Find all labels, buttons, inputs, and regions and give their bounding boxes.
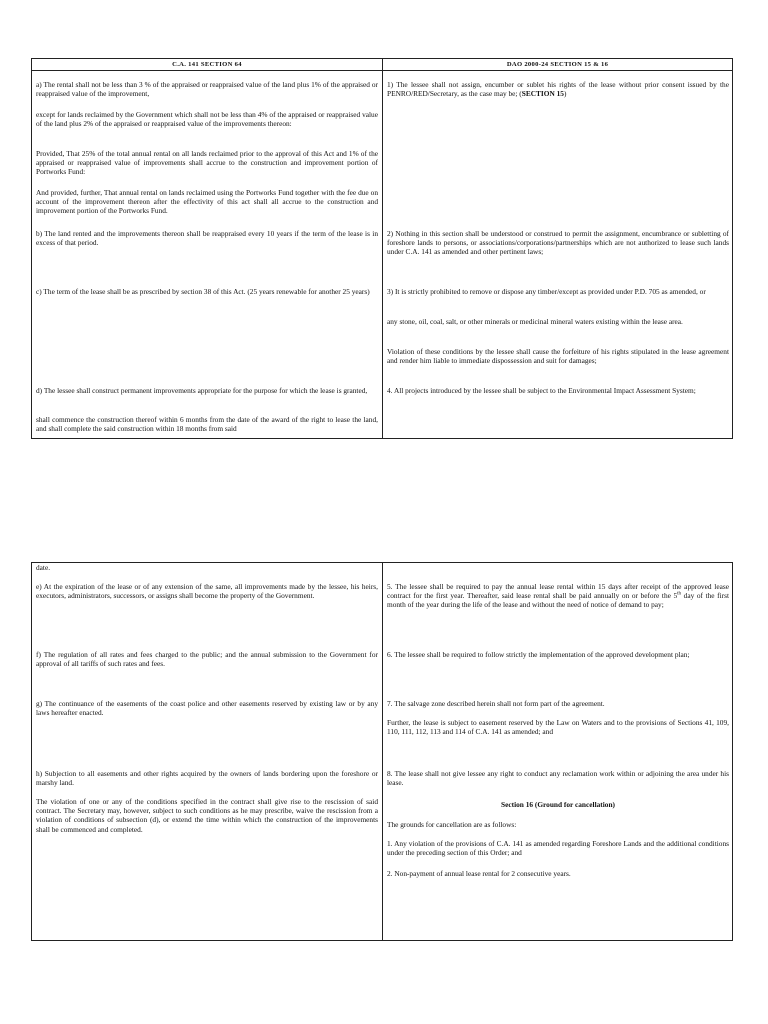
condition-2-construction: 2) Nothing in this section shall be understood or construed to permit the assignment, encumbrance or subletting of foreshore lands to persons, or associations/corporations/partnerships which are not authorized to lease such lands under C.A. 141 as amended and other pertinent laws; bbox=[387, 229, 729, 257]
provision-g-easements: g) The continuance of the easements of the coast police and other easements reserved by existing law or by any laws hereafter enacted. bbox=[36, 699, 378, 718]
condition-8-reclamation: 8. The lease shall not give lessee any right to conduct any reclamation work within or adjoining the area under his lease. bbox=[387, 769, 729, 788]
header-ca141-section64: C.A. 141 SECTION 64 bbox=[172, 61, 242, 68]
provision-d-improvements: d) The lessee shall construct permanent improvements appropriate for the purpose for which the lease is granted, bbox=[36, 386, 368, 395]
provision-a-reclaimed-lands: except for lands reclaimed by the Government which shall not be less than 4% of the appraised or reappraised value of the land plus 2% of the appraised or reappraised value of the improvements thereon: bbox=[36, 110, 378, 129]
condition-7-easement: Further, the lease is subject to easement reserved by the Law on Waters and to the provisions of Sections 41, 109, 110, 111, 112, 113 and 114 of C.A. 141 as amended; and bbox=[387, 718, 729, 737]
section-15-label: SECTION 15 bbox=[521, 89, 564, 99]
provision-h-violation: The violation of one or any of the conditions specified in the contract shall give rise to the rescission of said contract. The Secretary may, however, subject to such conditions as he may prescribe, waive the rescission from a violation of conditions of subsection (d), or extend the time within which the construction of the improvements shall be commenced and completed. bbox=[36, 797, 378, 834]
provision-b-reappraisal: b) The land rented and the improvements thereon shall be reappraised every 10 years if the term of the lease is in excess of that period. bbox=[36, 229, 378, 248]
provision-a-rental: a) The rental shall not be less than 3 % of the appraised or reappraised value of the land plus 1% of the appraised or reappraised value of the improvement, bbox=[36, 80, 378, 99]
condition-5-rental-payment: 5. The lessee shall be required to pay the annual lease rental within 15 days after receipt of the approved lease contract for the first year. Thereafter, said lease rental shall be paid annually on or before the 5th day of the first month of the year during the life of the lease and without the need of notice of demand to pay; bbox=[387, 582, 729, 610]
condition-7-salvage-zone: 7. The salvage zone described herein shall not form part of the agreement. bbox=[387, 699, 605, 708]
section-16-intro: The grounds for cancellation are as follows: bbox=[387, 820, 517, 829]
column-divider bbox=[382, 563, 383, 940]
lease-conditions-table-2 bbox=[31, 562, 733, 941]
condition-3-violation: Violation of these conditions by the lessee shall cause the forfeiture of his rights stipulated in the lease agreement and render him liable to immediate dispossession and suit for damages; bbox=[387, 347, 729, 366]
cancellation-ground-1: 1. Any violation of the provisions of C.A. 141 as amended regarding Foreshore Lands and the additional conditions under the preceding section of this Order; and bbox=[387, 839, 729, 858]
provision-h-subjection: h) Subjection to all easements and other rights acquired by the owners of lands bordering upon the foreshore or marshy land. bbox=[36, 769, 378, 788]
header-divider bbox=[32, 70, 732, 71]
provision-d-date: date. bbox=[36, 563, 51, 572]
condition-4-eia: 4. All projects introduced by the lessee shall be subject to the Environmental Impact Assessment System; bbox=[387, 386, 696, 395]
lease-conditions-table-1 bbox=[31, 58, 733, 439]
condition-3-minerals: any stone, oil, coal, salt, or other minerals or medicinal mineral waters existing within the lease area. bbox=[387, 317, 683, 326]
provision-a-proviso-2: And provided, further, That annual rental on lands reclaimed using the Portworks Fund together with the fee due on account of the improvement thereon after the effectivity of this act shall all accrue to the construction and improvement portion of the Portworks Fund. bbox=[36, 188, 378, 216]
provision-f-rates: f) The regulation of all rates and fees charged to the public; and the annual submission to the Government for approval of all tariffs of such rates and fees. bbox=[36, 650, 378, 669]
column-divider bbox=[382, 59, 383, 438]
provision-d-construction: shall commence the construction thereof within 6 months from the date of the award of the right to lease the land, and shall complete the said construction within 18 months from said bbox=[36, 415, 378, 434]
condition-3-prohibition: 3) It is strictly prohibited to remove or dispose any timber/except as provided under P.D. 705 as amended, or bbox=[387, 287, 706, 296]
cancellation-ground-2: 2. Non-payment of annual lease rental for 2 consecutive years. bbox=[387, 869, 571, 878]
provision-a-proviso-1: Provided, That 25% of the total annual rental on all lands reclaimed prior to the approval of this Act and 1% of the appraised or reappraised value of improvements shall accrue to the construction and improvement portion of Portworks Fund: bbox=[36, 149, 378, 177]
header-dao-section15-16: DAO 2000-24 SECTION 15 & 16 bbox=[506, 61, 609, 68]
provision-e-expiration: e) At the expiration of the lease or of any extension of the same, all improvements made by the lessee, his heirs, executors, administrators, successors, or assigns shall become the property of the Government. bbox=[36, 582, 378, 601]
condition-1-assignment: 1) The lessee shall not assign, encumber or sublet his rights of the lease without prior consent issued by the PENRO/RED/Secretary, as the case may be; (SECTION 15) bbox=[387, 80, 729, 99]
condition-6-development-plan: 6. The lessee shall be required to follow strictly the implementation of the approved development plan; bbox=[387, 650, 690, 659]
section-16-title: Section 16 (Ground for cancellation) bbox=[501, 800, 615, 809]
provision-c-term: c) The term of the lease shall be as prescribed by section 38 of this Act. (25 years renewable for another 25 years) bbox=[36, 287, 370, 296]
